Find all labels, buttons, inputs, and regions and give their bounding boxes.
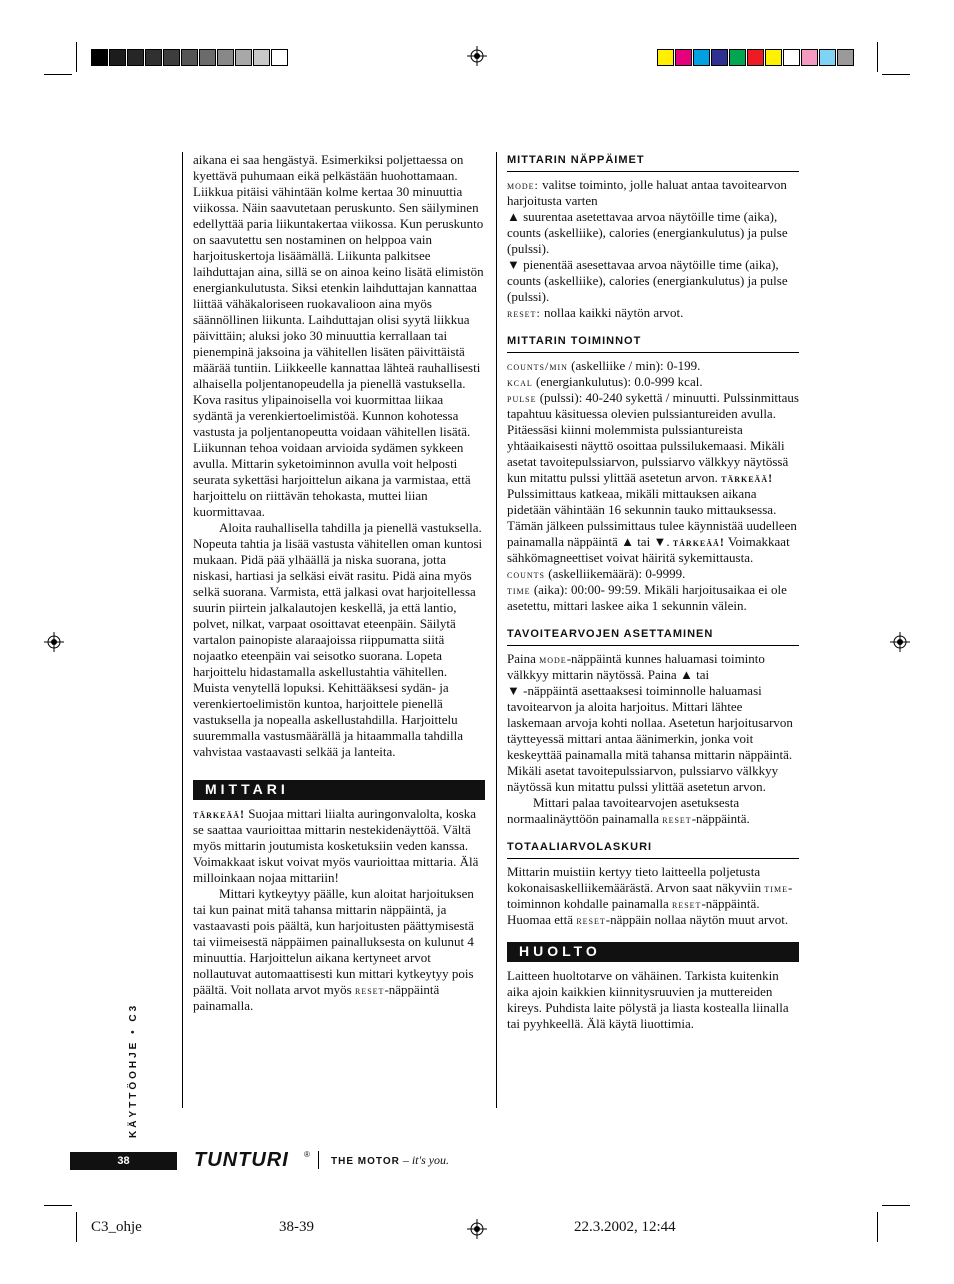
crop-mark xyxy=(877,1212,878,1242)
slogan xyxy=(331,1153,449,1168)
section-heading-huolto: HUOLTO xyxy=(507,942,799,962)
section-heading-tavoite: TAVOITEARVOJEN ASETTAMINEN xyxy=(507,626,799,646)
totaali-text: Mittarin muistiin kertyy tieto laitteella poljetusta kokonaisaskelliikemäärästä. Arvon saat näkyviin xyxy=(507,864,765,895)
crop-mark xyxy=(882,74,910,75)
color-swatch xyxy=(181,49,198,66)
intro-paragraph: Aloita rauhallisella tahdilla ja pienellä vastuksella. Nopeuta tahtia ja lisää vastusta vähitellen oman kuntosi mukaan. Pidä pää ylhäällä ja niska suorana, jotta niskasi, hartiasi ja selkäsi eivät rasitu. Pidä aina myös selkä suorana. Varmista, että jalkasi ovat harjoitellessa suurin piirtein jalkalautojen keskellä, ja että lantio, polvet, nilkat, varpaat osoittavat eteenpäin. Säilytä vartalon painopiste alaraajoissa riippumatta siitä nojaatko eteenpäin vai seisotko suorana. Lopeta harjoittelu hidastamalla askellustahtia vähitellen. Muista venytellä lopuksi. Kehittääksesi sydän- ja verenkiertoelimistön kuntoa, harjoittele pienellä vastuksella ja nopealla askellustahdilla. Harjoittelu suuremmalla vastusmäärällä ja hitaammalla tahdilla vahvistaa vastaavasti selkää ja lanteita. xyxy=(193,520,483,759)
mode-key: mode: xyxy=(507,178,539,192)
mittari-warning xyxy=(193,806,485,886)
kcal-key: kcal xyxy=(507,375,533,389)
column-rule xyxy=(496,152,497,1108)
color-swatch xyxy=(127,49,144,66)
totaali-text: -toiminnon kohdalle painamalla xyxy=(507,880,793,911)
color-swatch xyxy=(657,49,674,66)
section-heading-totaali: TOTAALIARVOLASKURI xyxy=(507,839,799,859)
color-swatch xyxy=(801,49,818,66)
footer-divider xyxy=(318,1151,319,1169)
reset-key: reset xyxy=(355,983,385,997)
slug-file: C3_ohje xyxy=(91,1219,142,1235)
counts-min-line xyxy=(507,358,799,374)
column-rule xyxy=(182,152,183,1108)
color-swatch xyxy=(109,49,126,66)
pulse-text: Voimakkaat sähkömagneettiset voivat häiritä sykemittausta. xyxy=(507,534,790,565)
down-arrow-icon: ▼ xyxy=(653,534,667,549)
huolto-paragraph: Laitteen huoltotarve on vähäinen. Tarkista kuitenkin aika ajoin kaikkien kiinnitysruuvien ja muttereiden kireys. Puhdista laite pölystä ja liasta kostealla liinalla tai pyyhkeellä. Älä käytä liuottimia. xyxy=(507,968,789,1031)
totaali-text: -näppäin nollaa näytön muut arvot. xyxy=(605,912,789,927)
reset-description xyxy=(507,305,799,321)
gray-swatch-bar xyxy=(91,49,289,66)
color-swatch xyxy=(199,49,216,66)
pulse-paragraph xyxy=(507,390,799,566)
kcal-line xyxy=(507,374,799,390)
color-swatch xyxy=(163,49,180,66)
reset-key: reset: xyxy=(507,306,541,320)
up-text: suurentaa asetettavaa arvoa näytöille time (aika), counts (askelliike), calories (energiankulutus) ja pulse (pulssi). xyxy=(507,209,788,256)
section-heading-mittari: MITTARI xyxy=(193,780,485,800)
color-swatch-bar xyxy=(657,49,855,66)
counts-text: (askelliikemäärä): 0-9999. xyxy=(545,566,686,581)
crop-mark xyxy=(882,1205,910,1206)
tavoite-paragraph xyxy=(507,651,799,795)
right-column xyxy=(507,152,799,1032)
counts-min-text: (askelliike / min): 0-199. xyxy=(567,358,701,373)
color-swatch xyxy=(711,49,728,66)
color-swatch xyxy=(271,49,288,66)
crop-mark xyxy=(76,1212,77,1242)
registered-mark: ® xyxy=(304,1150,310,1159)
color-swatch xyxy=(783,49,800,66)
color-swatch xyxy=(837,49,854,66)
color-swatch xyxy=(253,49,270,66)
color-swatch xyxy=(91,49,108,66)
pulse-text: (pulssi): 40-240 sykettä / minuutti. Pulssinmittaus tapahtuu käsituessa olevien pulssiantureiden avulla. Pitäessäsi kiinni molemmista pulssiantureista yhtäaikaisesti näyttö osoittaa pulssilukemaasi. Mikäli asetat tavoitepulssiarvon, pulssiarvo välkkyy näytössä kun mitattu pulssi ylittää asetetun arvon. xyxy=(507,390,799,485)
color-swatch xyxy=(819,49,836,66)
tavoite-text: -näppäintä. xyxy=(691,811,750,826)
mode-key: mode xyxy=(539,652,567,666)
down-description xyxy=(507,257,799,305)
color-swatch xyxy=(235,49,252,66)
time-text: (aika): 00:00- 99:59. Mikäli harjoitusaikaa ei ole asetettu, mittari laskee aika 1 sekunnin välein. xyxy=(507,582,787,613)
tavoite-text: tai xyxy=(692,667,710,682)
registration-mark-icon xyxy=(467,46,487,66)
up-description xyxy=(507,209,799,257)
reset-key: reset xyxy=(672,897,702,911)
down-arrow-icon: ▼ xyxy=(507,683,520,698)
up-arrow-icon: ▲ xyxy=(679,667,693,682)
up-arrow-icon: ▲ xyxy=(621,534,634,549)
color-swatch xyxy=(729,49,746,66)
side-label: KÄYTTÖOHJE • C3 xyxy=(128,1002,139,1138)
counts-line xyxy=(507,566,799,582)
kcal-text: (energiankulutus): 0.0-999 kcal. xyxy=(532,374,703,389)
reset-key: reset xyxy=(662,812,692,826)
page-number: 38 xyxy=(70,1152,177,1170)
tavoite-paragraph-2 xyxy=(507,795,799,827)
slug-pages: 38-39 xyxy=(279,1219,314,1235)
warning-label: tärkeää! xyxy=(193,807,245,821)
color-swatch xyxy=(217,49,234,66)
registration-mark-icon xyxy=(44,632,64,652)
up-arrow-icon: ▲ xyxy=(507,209,520,224)
down-text: pienentää asesettavaa arvoa näytöille time (aika), counts (askelliike), calories (energiankulutus) ja pulse (pulssi). xyxy=(507,257,788,304)
mittari-text-end: -näppäintä painamalla. xyxy=(193,982,440,1013)
warning-label: tärkeää! xyxy=(721,471,774,485)
tavoite-text: -näppäintä asettaaksesi toiminnolle haluamasi tavoitearvon ja aloita harjoitus. Mittari lähtee laskemaan arvoja kohti nollaa. Asetetun harjoitusarvon täytteyessä mittari antaa äänimerkin, jonka voit keskeyttää painamalla mitä tahansa mittarin näppäintä. Mikäli asetat tavoitepulssiarvon, pulssiarvo välkkyy näytössä kun mitattu pulssi ylittää asetetun arvon. xyxy=(507,683,793,794)
slogan-dash: – xyxy=(399,1153,412,1167)
mode-description xyxy=(507,177,799,209)
tavoite-text: Paina xyxy=(507,651,540,666)
totaali-text: -näppäintä. Huomaa että xyxy=(507,896,760,927)
time-line xyxy=(507,582,799,614)
mittari-text: Mittari kytkeytyy päälle, kun aloitat harjoituksen tai kun painat mitä tahansa mittarin näppäintä, ja vastaavasti pois päältä, kun harjoitusten päättymisestä tai viimeisestä näppäimen painalluksesta on kulunut 4 minuuttia. Harjoittelun aikana kertyneet arvot nollautuvat automaattisesti kun mittari kytkeytyy pois päältä. Voit nollata arvot myös xyxy=(193,886,474,997)
color-swatch xyxy=(675,49,692,66)
intro-paragraph: aikana ei saa hengästyä. Esimerkiksi poljettaessa on kyettävä puhumaan eikä pelkästään huohottamaan. Liikkua pitäisi vähintään kolme kertaa 30 minuuttia viikossa. Näin saavutetaan peruskunto. Sen säilyminen edellyttää paria liikuntakertaa viikossa. Kun peruskunto on saavutettu sen nostaminen on helppoa vain harjoituskertoja lisäämällä. Liikunta palkitsee laihduttajan aina, sillä se on ainoa keino lisätä elimistön energiankulutusta. Siksi etenkin laihduttajan kannattaa liittää vähäkaloriseen ruokavalioon aina myös säännöllinen liikunta. Laihduttajan olisi syytä liikkua päivittäin; aluksi joko 30 minuuttia kerrallaan tai pienempinä jaksoina ja vähitellen lisäten päivittäistä määrää tuntiin. Liikkeelle kannattaa lähteä rauhallisesti alhaisella poljentanopeudella ja pienellä vastuksella. Kova rasitus ylipainoisella voi kuormittaa liikaa sydäntä ja verenkiertoelimistöä. Kunnon kohotessa vastusta ja poljentanopeutta voidaan vähitellen lisätä. Liikunnan tehoa voidaan arvioida sydämen sykkeen avulla. Mittarin syketoiminnon avulla voit helposti seurata sykettäsi harjoittelun aikana ja varmistaa, että harjoittelu on riittävän tehokasta, muttei liian kuormittavaa. xyxy=(193,152,484,519)
crop-mark xyxy=(44,74,72,75)
tavoite-text: -näppäintä kunnes haluamasi toiminto välkkyy mittarin näytössä. Paina xyxy=(507,651,765,682)
counts-key: counts xyxy=(507,567,546,581)
slug-date: 22.3.2002, 12:44 xyxy=(574,1219,676,1235)
color-swatch xyxy=(145,49,162,66)
down-arrow-icon: ▼ xyxy=(507,257,520,272)
pulse-text: tai xyxy=(633,534,654,549)
totaali-paragraph xyxy=(507,864,799,928)
warning-text: Suojaa mittari liialta auringonvalolta, koska se saattaa vaurioittaa mittarin nestekidenäyttöä. Vältä myös mittarin joutumista kosketuksiin veden kanssa. Voimakkaat iskut voivat myös vaurioittaa mittaria. Älä milloinkaan nojaa mittariin! xyxy=(193,806,479,885)
section-heading-toiminnot: MITTARIN TOIMINNOT xyxy=(507,333,799,353)
crop-mark xyxy=(44,1205,72,1206)
reset-key: reset xyxy=(576,913,606,927)
time-key: time xyxy=(764,881,788,895)
warning-label: tärkeää! xyxy=(672,535,725,549)
registration-mark-icon xyxy=(467,1219,487,1239)
color-swatch xyxy=(693,49,710,66)
reset-text: nollaa kaikki näytön arvot. xyxy=(540,305,684,320)
crop-mark xyxy=(877,42,878,72)
brand-logo: TUNTURI xyxy=(194,1149,289,1171)
mode-text: valitse toiminto, jolle haluat antaa tavoitearvon harjoitusta varten xyxy=(507,177,787,208)
pulse-text: . xyxy=(666,534,673,549)
slogan-italic: it's you. xyxy=(411,1153,450,1167)
left-column xyxy=(193,152,485,1014)
time-key: time xyxy=(507,583,531,597)
counts-min-key: counts/min xyxy=(507,359,568,373)
registration-mark-icon xyxy=(890,632,910,652)
crop-mark xyxy=(76,42,77,72)
pulse-text: Pulssimittaus katkeaa, mikäli mittauksen aikana pidetään vähintään 16 sekunnin tauko mittauksessa. Tämän jälkeen pulssimittaus tulee käynnistää uudelleen painamalla näppäintä xyxy=(507,486,797,549)
mittari-paragraph xyxy=(193,886,485,1014)
color-swatch xyxy=(747,49,764,66)
slogan-motor: THE MOTOR xyxy=(331,1156,400,1167)
tavoite-text: Mittari palaa tavoitearvojen asetuksesta normaalinäyttöön painamalla xyxy=(507,795,740,826)
section-heading-nappaimet: MITTARIN NÄPPÄIMET xyxy=(507,152,799,172)
color-swatch xyxy=(765,49,782,66)
pulse-key: pulse xyxy=(507,391,537,405)
